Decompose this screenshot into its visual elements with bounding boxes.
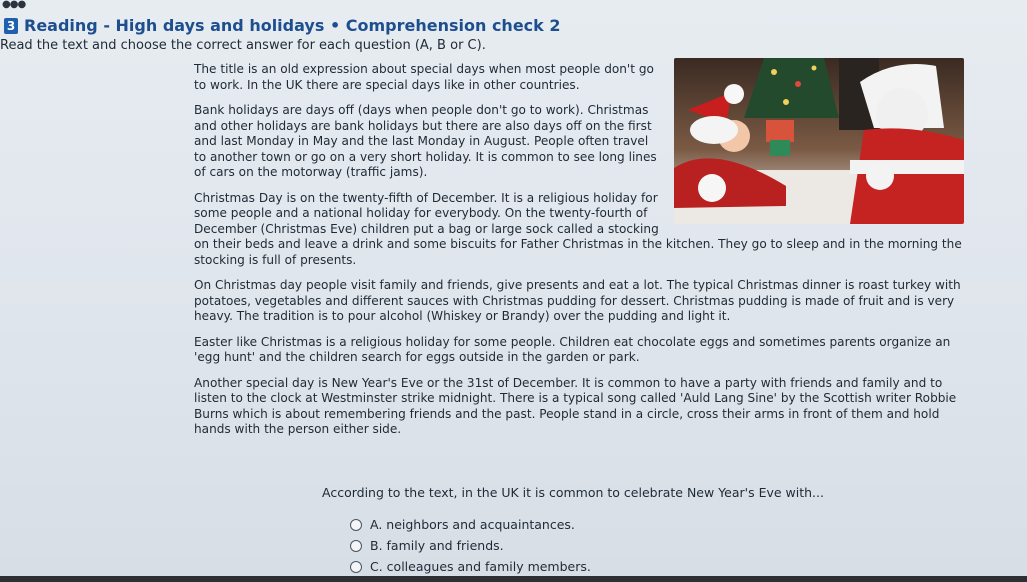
answer-options (350, 514, 591, 577)
exercise-title: Reading - High days and holidays • Comprehension check 2 (24, 16, 561, 35)
article-paragraph: On Christmas day people visit family and friends, give presents and eat a lot. The typical Christmas dinner is roast turkey with potatoes, vegetables and different sauces with Christmas pudding for dessert. Christmas pudding is made of fruit and is very heavy. The tradition is to pour alcohol (Whiskey or Brandy) over the pudding and light it. (194, 278, 961, 323)
answer-option-c[interactable] (350, 556, 591, 577)
answer-option-label: C. colleagues and family members. (370, 559, 591, 574)
christmas-photo (674, 58, 964, 224)
photo-christmas-children-santa-icon (674, 58, 964, 224)
radio-icon[interactable] (350, 519, 362, 531)
article-paragraph: Christmas Day is on the twenty-fifth of December. It is a religious holiday for some people and a national holiday for everybody. On the twenty-fourth of December (Christmas Eve) children put a bag or large sock called a stocking on their beds and leave a drink and some biscuits for Father Christmas in the kitchen. They go to sleep and in the morning the stocking is full of presents. (194, 190, 962, 267)
article-paragraph: The title is an old expression about special days when most people don't go to work. In the UK there are special days like in other countries. (194, 62, 654, 92)
answer-option-label: A. neighbors and acquaintances. (370, 517, 575, 532)
question-text: According to the text, in the UK it is common to celebrate New Year's Eve with... (322, 485, 824, 500)
article-paragraph: Bank holidays are days off (days when people don't go to work). Christmas and other holidays are bank holidays but there are also days off on the first and last Monday in May and the last Monday in August. People often travel to another town or go on a very short holiday. It is common to see long lines of cars on the motorway (traffic jams). (194, 103, 657, 179)
instructions-text: Read the text and choose the correct answer for each question (A, B or C). (0, 38, 486, 53)
radio-icon[interactable] (350, 540, 362, 552)
reading-article (194, 62, 964, 448)
radio-icon[interactable] (350, 561, 362, 573)
bottom-bar (0, 576, 1027, 582)
exercise-header (4, 16, 561, 35)
window-dots-icon: ●●● (2, 0, 26, 10)
answer-option-a[interactable] (350, 514, 591, 535)
article-paragraph: Another special day is New Year's Eve or the 31st of December. It is common to have a party with friends and family and to listen to the clock at Westminster strike midnight. There is a typical song called 'Auld Lang Sine' by the Scottish writer Robbie Burns which is about remembering friends and the past. People stand in a circle, cross their arms in front of them and hold hands with the person either side. (194, 375, 957, 436)
article-paragraph: Easter like Christmas is a religious holiday for some people. Children eat chocolate eggs and sometimes parents organize an 'egg hunt' and the children search for eggs outside in the garden or park. (194, 334, 951, 364)
answer-option-b[interactable] (350, 535, 591, 556)
exercise-number-badge: 3 (4, 18, 18, 34)
answer-option-label: B. family and friends. (370, 538, 504, 553)
